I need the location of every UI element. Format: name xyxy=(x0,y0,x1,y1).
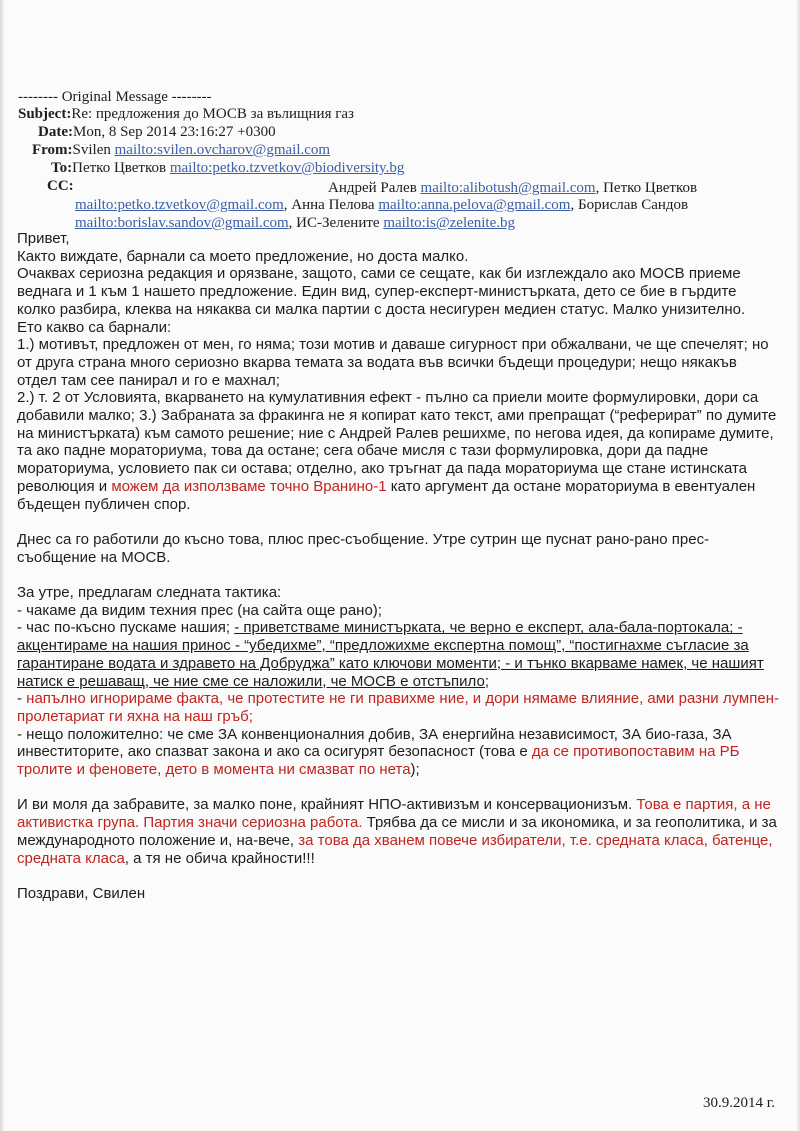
blank-line xyxy=(17,566,779,584)
cc-email-link[interactable]: mailto:anna.pelova@gmail.com xyxy=(378,197,571,213)
cc-email-link[interactable]: mailto:borislav.sandov@gmail.com xyxy=(75,215,289,231)
text-run: ); xyxy=(410,761,420,779)
cc-label: CC: xyxy=(47,178,74,194)
date-value: Mon, 8 Sep 2014 23:16:27 +0300 xyxy=(72,124,276,140)
paragraph: Ето какво са барнали: xyxy=(17,318,172,336)
list-item xyxy=(17,726,779,779)
cc-line-2 xyxy=(75,197,688,214)
highlighted-text: напълно игнорираме факта, че протестите не ги правихме ние, и дори нямаме влияние, ами разни лумпен-пролетариат ги яхна на наш гръб; xyxy=(17,690,779,725)
subject-value: Re: предложения до МОСВ за вълищния газ xyxy=(71,106,354,122)
paragraph: За утре, предлагам следната тактика: xyxy=(17,584,282,602)
cc-email-link[interactable]: mailto:is@zelenite.bg xyxy=(383,215,516,231)
highlighted-text: да се противопоставим на РБ тролите и феновете, дето в момента ни смазват по нета xyxy=(17,743,740,779)
blank-line xyxy=(17,513,779,531)
paragraph: Днес са го работили до късно това, плюс прес-съобщение. Утре сутрин ще пуснат рано-рано прес-съобщение на МОСВ. xyxy=(17,530,710,566)
list-item xyxy=(17,619,779,690)
to-label: To: xyxy=(51,160,73,176)
from-name: Svilen xyxy=(72,142,115,158)
text-run: като аргумент да остане моратoриума в евентуален бъдещен публичен спор. xyxy=(17,477,756,513)
cc-email-link[interactable]: mailto:petko.tzvetkov@gmail.com xyxy=(75,197,284,213)
scan-edge-left xyxy=(0,0,5,1131)
paragraph: Очаквах сериозна редакция и орязване, защото, сами се сещате, как би изглеждало ако МОСВ приеме веднага и 1 към 1 нашето предложение. Един вид, супер-експерт-министърката, дето се бие в гърдите колко разбира, клеква на някаква си малка партии с доста несигурен медиен статус. Малко унизително. xyxy=(17,265,746,318)
list-item: - чакаме да видим техния прес (на сайта още рано); xyxy=(17,601,382,619)
paragraph xyxy=(17,389,779,513)
cc-name: , ИС-Зелените xyxy=(288,215,384,231)
cc-name: , Борислав Сандов xyxy=(570,197,689,213)
date-label: Date: xyxy=(38,124,73,140)
list-item xyxy=(17,690,779,725)
cc-line-1 xyxy=(328,180,697,197)
cc-label-line xyxy=(47,178,74,195)
blank-line xyxy=(17,867,779,885)
to-name: Петко Цветков xyxy=(72,160,170,176)
highlighted-text: можем да използваме точно Вранино-1 xyxy=(111,477,387,495)
greeting: Привет, xyxy=(17,230,70,247)
text-run: - нещо положително: че сме ЗА конвенционалния добив, ЗА енергийна независимост, ЗА био-газа, ЗА инвеститорите, ако спазват закона и ако са осигурят безопасност (това е xyxy=(17,725,732,761)
text-run: , а тя не обича крайности!!! xyxy=(124,849,315,867)
from-label: From: xyxy=(32,142,73,158)
to-email-link[interactable]: mailto:petko.tzvetkov@biodiversity.bg xyxy=(169,160,405,176)
cc-name: Андрей Ралев xyxy=(328,180,421,196)
signoff: Поздрави, Свилен xyxy=(17,884,146,902)
subject-line xyxy=(18,106,354,123)
text-run: - xyxy=(17,690,27,708)
text-run: - час по-късно пускаме нашия; xyxy=(17,619,235,637)
footer-date: 30.9.2014 г. xyxy=(703,1095,775,1111)
cc-email-link[interactable]: mailto:alibotush@gmail.com xyxy=(420,180,596,196)
text-run: 2.) т. 2 от Условията, вкарването на кумулативния ефект - пълно са приели моите формулировки, дори са добавили малко; 3.) Забраната за фракинга не я копират като текст, ами препращат (“рефериpат” по думите на министърката) към самото решение; ние с Андрей Ралев решихме, по негова идея, да копираме думите, та ако падне моратoриума, това да остане; сега обаче мисля с тази формулировка, дори да падне моратoриума, условието пак си остава; отделно, ако тръгнат да пада моратoриума ще стане истинската революция и xyxy=(17,389,777,495)
highlighted-text: за това да хванем повече избиратели, т.е. средната класа, батенце, средната класа xyxy=(17,831,773,867)
blank-line xyxy=(17,779,779,797)
underlined-text: - приветстваме министърката, че верно е експерт, ала-бала-портокала; - акцентираме на нашия принос - “убедихме”, “предложихме експертна помощ”, “постигнахме съгласие за гарантиране водата и здравето на Добруджа” като ключови моменти; - и тънко вкарваме намек, че нашият натиск е решаващ, че ние сме се наложили, че МОСВ е отстъпило; xyxy=(17,619,764,690)
date-line xyxy=(38,124,276,141)
email-body xyxy=(17,230,779,903)
cc-name: , Анна Пелова xyxy=(283,197,379,213)
from-line xyxy=(32,142,330,159)
paragraph xyxy=(17,796,779,867)
scan-edge-right xyxy=(796,0,800,1131)
paragraph: Както виждате, барнали са моето предложение, но доста малко. xyxy=(17,247,469,265)
original-message-divider: -------- Original Message -------- xyxy=(18,89,212,105)
from-email-link[interactable]: mailto:svilen.ovcharov@gmail.com xyxy=(114,142,331,158)
paragraph: 1.) мотивът, предложен от мен, го няма; този мотив и даваше сигурност при обжалвани, че ще спечелят; но от друга страна много сериозно вкарва темата за водата във всички бъдещи процедури; нещо някакъв отдел там сее панирал и го е махнал; xyxy=(17,336,769,389)
highlighted-text: Това е партия, а не активистка група. Партия значи сериозна работа. xyxy=(17,796,771,832)
text-run: Трябва да се мисли и за икономика, и за геополитика, и за международното положение и, на-вече, xyxy=(17,814,777,849)
text-run: И ви моля да забравите, за малко поне, крайният НПО-активизъм и консервационизъм. xyxy=(17,796,637,814)
to-line xyxy=(51,160,404,177)
subject-label: Subject: xyxy=(18,106,72,122)
cc-name: , Петко Цветков xyxy=(595,180,698,196)
